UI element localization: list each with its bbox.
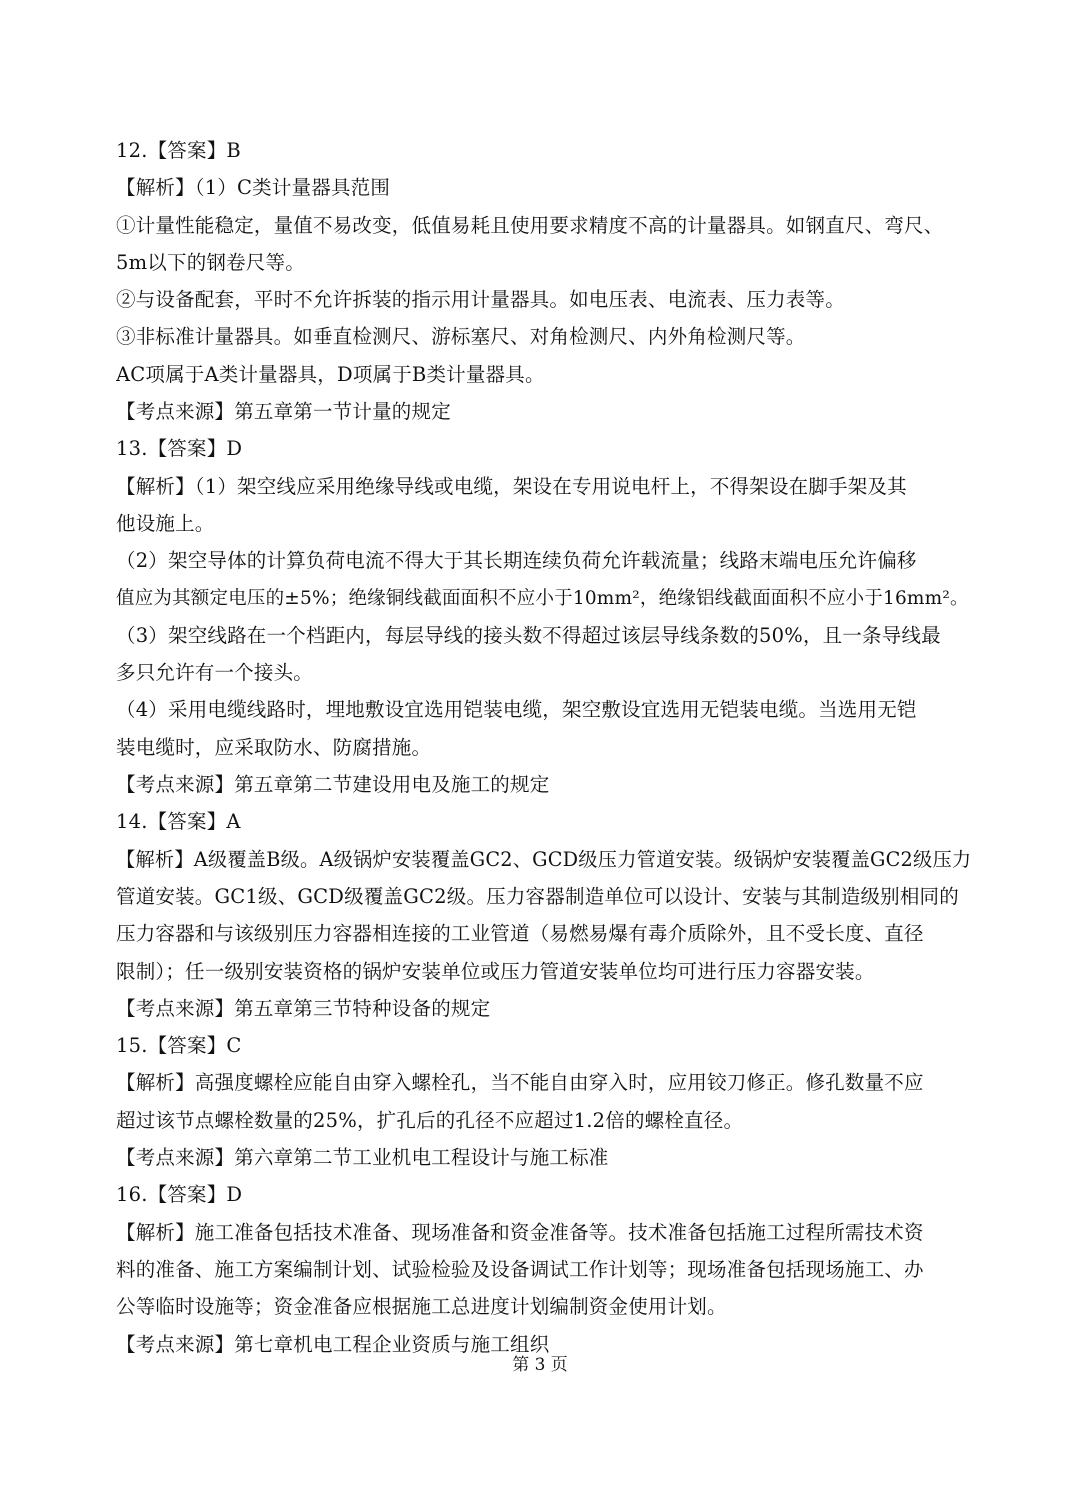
text-line: 5m以下的钢卷尺等。 bbox=[116, 250, 305, 274]
text-line: 【解析】高强度螺栓应能自由穿入螺栓孔，当不能自由穿入时，应用铰刀修正。修孔数量不应 bbox=[116, 1071, 924, 1095]
text-line: 他设施上。 bbox=[116, 511, 215, 535]
text-line: 料的准备、施工方案编制计划、试验检验及设备调试工作计划等；现场准备包括现场施工、办 bbox=[116, 1257, 924, 1281]
text-line: 16.【答案】D bbox=[116, 1183, 243, 1207]
text-line: 值应为其额定电压的±5%；绝缘铜线截面面积不应小于10mm²，绝缘铝线截面面积不应小于16mm²。 bbox=[116, 587, 969, 609]
text-line: ③非标准计量器具。如垂直检测尺、游标塞尺、对角检测尺、内外角检测尺等。 bbox=[116, 325, 806, 349]
text-line: ②与设备配套，平时不允许拆装的指示用计量器具。如电压表、电流表、压力表等。 bbox=[116, 288, 845, 312]
text-line: 【考点来源】第五章第一节计量的规定 bbox=[116, 400, 451, 424]
text-line: （2）架空导体的计算负荷电流不得大于其长期连续负荷允许载流量；线路末端电压允许偏移 bbox=[116, 549, 917, 573]
text-line: 压力容器和与该级别压力容器相连接的工业管道（易燃易爆有毒介质除外，且不受长度、直径 bbox=[116, 922, 924, 946]
text-line: 15.【答案】C bbox=[116, 1034, 242, 1058]
text-line: 13.【答案】D bbox=[116, 437, 243, 461]
page-number: 第 3 页 bbox=[512, 1355, 568, 1375]
text-line: 【解析】（1）架空线应采用绝缘导线或电缆，架设在专用说电杆上，不得架设在脚手架及其 bbox=[116, 474, 907, 498]
text-line: 管道安装。GC1级、GCD级覆盖GC2级。压力容器制造单位可以设计、安装与其制造级别相同的 bbox=[116, 884, 959, 908]
text-line: 【解析】施工准备包括技术准备、现场准备和资金准备等。技术准备包括施工过程所需技术资 bbox=[116, 1220, 924, 1244]
text-line: 【考点来源】第六章第二节工业机电工程设计与施工标准 bbox=[116, 1146, 609, 1170]
text-line: （4）采用电缆线路时，埋地敷设宜选用铠装电缆，架空敷设宜选用无铠装电缆。当选用无铠 bbox=[116, 698, 917, 722]
text-line: 多只允许有一个接头。 bbox=[116, 661, 314, 685]
text-line: 【考点来源】第五章第二节建设用电及施工的规定 bbox=[116, 773, 550, 797]
text-line: （3）架空线路在一个档距内，每层导线的接头数不得超过该层导线条数的50%，且一条导线最 bbox=[116, 623, 941, 647]
text-line: 限制）；任一级别安装资格的锅炉安装单位或压力管道安装单位均可进行压力容器安装。 bbox=[116, 959, 875, 983]
text-line: ①计量性能稳定，量值不易改变，低值易耗且使用要求精度不高的计量器具。如钢直尺、弯尺、 bbox=[116, 213, 944, 237]
document-body bbox=[116, 132, 976, 1363]
text-line: 【考点来源】第七章机电工程企业资质与施工组织 bbox=[116, 1332, 550, 1356]
text-line: 【解析】A级覆盖B级。A级锅炉安装覆盖GC2、GCD级压力管道安装。级锅炉安装覆盖GC2级压力 bbox=[116, 847, 972, 871]
text-line: 14.【答案】A bbox=[116, 810, 241, 834]
text-line: 【解析】（1）C类计量器具范围 bbox=[116, 176, 391, 200]
text-line: AC项属于A类计量器具，D项属于B类计量器具。 bbox=[116, 362, 545, 386]
text-line: 装电缆时，应采取防水、防腐措施。 bbox=[116, 735, 432, 759]
text-line: 12.【答案】B bbox=[116, 139, 241, 162]
text-line: 超过该节点螺栓数量的25%，扩孔后的孔径不应超过1.2倍的螺栓直径。 bbox=[116, 1108, 744, 1132]
text-line: 公等临时设施等；资金准备应根据施工总进度计划编制资金使用计划。 bbox=[116, 1295, 727, 1319]
text-line: 【考点来源】第五章第三节特种设备的规定 bbox=[116, 996, 491, 1020]
